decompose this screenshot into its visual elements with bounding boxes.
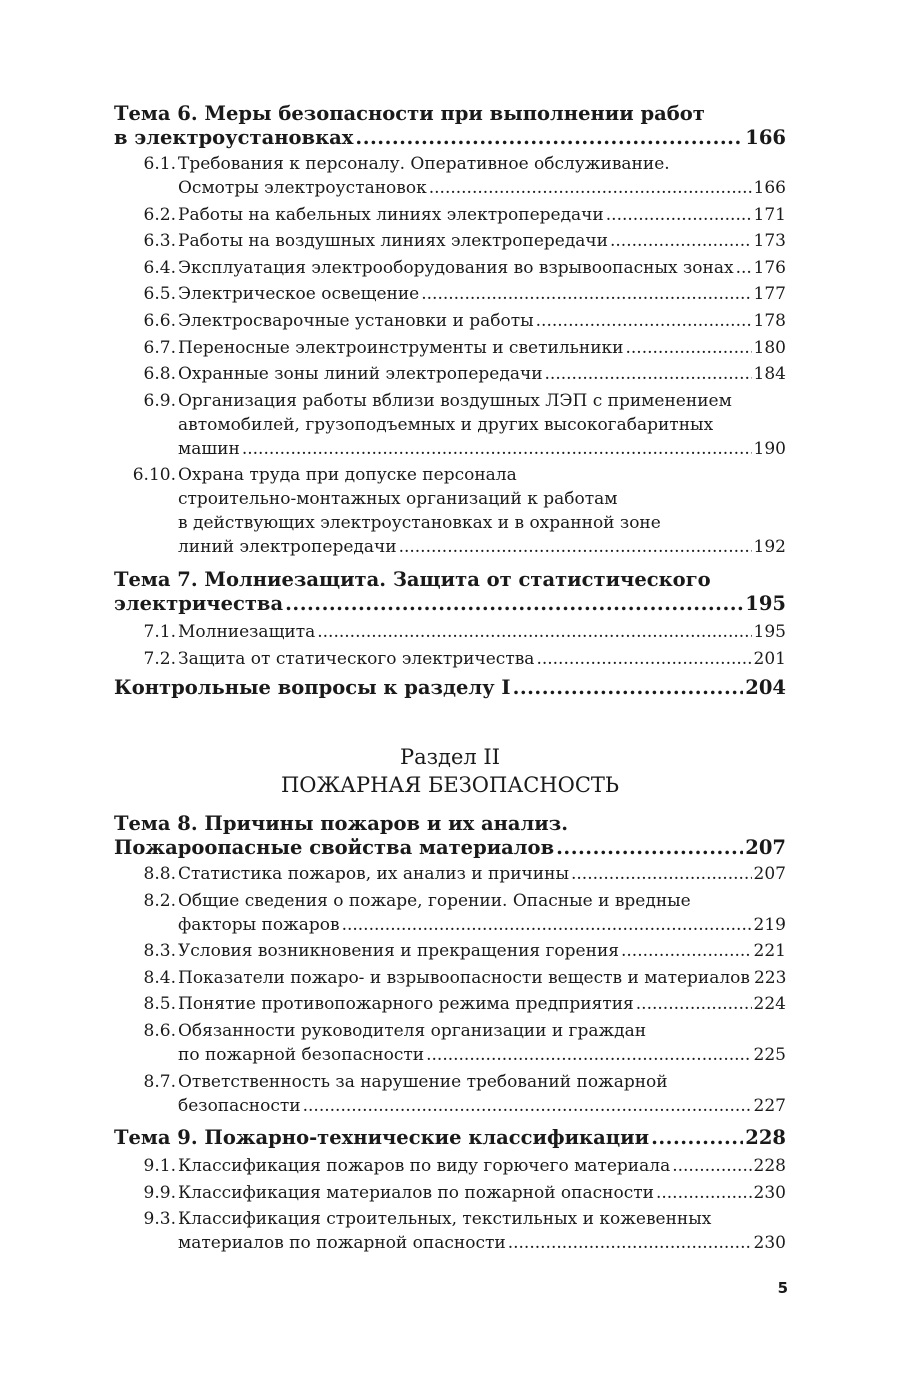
entry-body [178, 1207, 786, 1255]
entry-last-line [178, 1231, 786, 1255]
entry-text-line: Организация работы вблизи воздушных ЛЭП с применением [178, 390, 732, 411]
section-title: Раздел II [399, 745, 501, 769]
entry-last-line [178, 362, 786, 386]
entry-page-number: 190 [753, 438, 786, 459]
entry-text-line: Охрана труда при допуске персонала [178, 465, 517, 486]
entry-number: 6.10. [132, 465, 176, 486]
entry-last-line [178, 620, 786, 644]
entry-text-line: Требования к персоналу. Оперативное обслуживание. [178, 154, 670, 174]
dot-leader [342, 913, 752, 937]
dot-leader [626, 336, 752, 360]
toc-entry [114, 966, 786, 990]
entry-number: 8.2. [143, 890, 176, 911]
entry-last-line [178, 176, 786, 200]
toc-entry [114, 229, 786, 253]
entry-text: Классификация пожаров по виду горючего материала [178, 1156, 671, 1176]
entry-page-number: 227 [753, 1095, 786, 1116]
entry-body [178, 309, 786, 333]
toc-entry [114, 647, 786, 671]
toc-entry [114, 152, 786, 200]
entry-body [178, 389, 786, 461]
dot-leader [651, 1126, 743, 1150]
entry-body [178, 1181, 786, 1205]
entry-text: материалов по пожарной опасности [178, 1233, 506, 1254]
topic-page-number: 166 [745, 126, 786, 149]
toc-entry [114, 362, 786, 386]
entry-number: 6.4. [143, 257, 176, 278]
entry-last-line [178, 309, 786, 333]
entry-number: 7.1. [143, 622, 176, 642]
entry-number: 6.8. [143, 364, 176, 385]
topic-page-number: 195 [745, 592, 786, 615]
dot-leader [736, 256, 752, 280]
entry-page-number: 207 [753, 864, 786, 884]
entry-page-number: 184 [753, 364, 786, 385]
entry-body [178, 152, 786, 200]
entry-body [178, 1070, 786, 1118]
dot-leader [317, 620, 751, 644]
topic-title-line [114, 1126, 786, 1150]
entry-body [178, 992, 786, 1016]
entry-number: 8.8. [143, 864, 176, 884]
entry-text: Электросварочные установки и работы [178, 311, 534, 331]
entry-page-number: 201 [753, 648, 786, 669]
entry-page-number: 171 [753, 204, 786, 225]
toc-entry [114, 1019, 786, 1067]
entry-page-number: 195 [753, 622, 786, 642]
entry-page-number: 223 [753, 967, 787, 988]
entry-last-line [178, 1154, 786, 1178]
dot-leader [556, 836, 743, 860]
topic-title-line: Тема 6. Меры безопасности при выполнении работ [114, 102, 705, 125]
entry-body [178, 282, 786, 306]
toc-entry [114, 1070, 786, 1118]
entry-page-number: 221 [753, 941, 786, 962]
entry-body [178, 362, 786, 386]
entry-text: Молниезащита [178, 622, 316, 642]
dot-leader [621, 939, 752, 963]
dot-leader [426, 1043, 751, 1067]
toc-entry [114, 256, 786, 280]
entry-text: Статистика пожаров, их анализ и причины [178, 864, 569, 884]
entry-page-number: 173 [753, 231, 786, 252]
entry-text-line: Классификация строительных, текстильных и кожевенных [178, 1209, 712, 1230]
entry-body [178, 889, 786, 937]
entry-text: Электрическое освещение [178, 284, 420, 305]
entry-text-line: Общие сведения о пожаре, горении. Опасные и вредные [178, 890, 691, 911]
entry-page-number: 228 [753, 1156, 786, 1176]
topic-title-line [114, 836, 786, 860]
entry-last-line [178, 437, 786, 461]
entry-last-line [178, 862, 786, 886]
entry-body [178, 939, 786, 963]
toc-entry [114, 309, 786, 333]
toc-entry [114, 1207, 786, 1255]
entry-text: Охранные зоны линий электропередачи [178, 364, 543, 385]
entry-text: Работы на кабельных линиях электропередачи [178, 204, 604, 225]
entry-page-number: 176 [753, 257, 786, 278]
topic-page-number: 207 [745, 836, 786, 859]
entry-text: безопасности [178, 1095, 301, 1116]
topic-title-text: Пожароопасные свойства материалов [114, 836, 555, 859]
entry-text: по пожарной безопасности [178, 1045, 425, 1065]
topic-title-line [114, 126, 786, 150]
dot-leader [285, 592, 743, 616]
entry-text-line: строительно-монтажных организаций к работам [178, 489, 618, 510]
topic-title-text: в электроустановках [114, 126, 354, 149]
entry-body [178, 966, 786, 990]
dot-leader [429, 176, 752, 200]
section-subtitle: ПОЖАРНАЯ БЕЗОПАСНОСТЬ [280, 773, 620, 797]
topic-heading [114, 1126, 786, 1150]
entry-last-line [178, 966, 786, 990]
entry-page-number: 230 [753, 1233, 786, 1254]
entry-page-number: 225 [753, 1045, 786, 1065]
topic-heading [114, 102, 786, 150]
entry-last-line [178, 1043, 786, 1067]
entry-last-line [178, 647, 786, 671]
entry-text: Осмотры электроустановок [178, 178, 427, 198]
toc-entry [114, 282, 786, 306]
toc-entry [114, 992, 786, 1016]
entry-text-line: автомобилей, грузоподъемных и других высокогабаритных [178, 414, 714, 435]
entry-body [178, 229, 786, 253]
page-number: 5 [777, 1279, 788, 1297]
entry-number: 6.9. [143, 390, 176, 411]
topic-heading [114, 812, 786, 860]
entry-last-line [178, 939, 786, 963]
entry-number: 6.5. [143, 284, 176, 305]
entry-page-number: 192 [753, 537, 786, 558]
entry-last-line [178, 336, 786, 360]
dot-leader [545, 362, 752, 386]
toc-entry [114, 620, 786, 644]
entry-text: Переносные электроинструменты и светильники [178, 337, 624, 358]
entry-page-number: 177 [753, 284, 786, 305]
toc-entry [114, 336, 786, 360]
entry-body [178, 256, 786, 280]
entry-page-number: 180 [753, 337, 786, 358]
entry-text: Показатели пожаро- и взрывоопасности веществ и материалов [178, 967, 750, 988]
toc-entry [114, 862, 786, 886]
entry-page-number: 166 [753, 178, 786, 198]
entry-body [178, 1019, 786, 1067]
entry-last-line [178, 256, 786, 280]
entry-number: 7.2. [143, 648, 176, 669]
entry-text-line: в действующих электроустановках и в охранной зоне [178, 513, 661, 534]
toc-entry [114, 203, 786, 227]
dot-leader [672, 1154, 751, 1178]
entry-text: Работы на воздушных линиях электропередачи [178, 231, 608, 252]
entry-body [178, 463, 786, 559]
topic-heading [114, 568, 786, 616]
entry-last-line [178, 535, 786, 559]
entry-body [178, 1154, 786, 1178]
topic-title-line: Тема 8. Причины пожаров и их анализ. [114, 812, 568, 835]
dot-leader [242, 437, 752, 461]
topic-title-line [114, 592, 786, 616]
entry-text-line: Обязанности руководителя организации и граждан [178, 1021, 647, 1041]
entry-text: факторы пожаров [178, 914, 340, 935]
dot-leader [508, 1231, 752, 1255]
toc-entry [114, 889, 786, 937]
toc-entry [114, 1181, 786, 1205]
dot-leader [303, 1094, 752, 1118]
dot-leader [636, 992, 752, 1016]
entry-number: 9.3. [143, 1209, 176, 1230]
entry-last-line [178, 282, 786, 306]
entry-body [178, 862, 786, 886]
entry-text: Защита от статического электричества [178, 648, 535, 669]
topic-page-number: 228 [745, 1126, 786, 1149]
topic-title-line: Тема 7. Молниезащита. Защита от статистического [114, 568, 711, 591]
entry-number: 8.6. [143, 1021, 176, 1041]
control-questions-page: 204 [745, 676, 786, 699]
entry-last-line [178, 1181, 786, 1205]
control-questions-label: Контрольные вопросы к разделу I [114, 676, 511, 699]
dot-leader [656, 1181, 752, 1205]
entry-last-line [178, 992, 786, 1016]
entry-last-line [178, 1094, 786, 1118]
entry-number: 9.9. [143, 1182, 176, 1203]
entry-text: Понятие противопожарного режима предприятия [178, 994, 634, 1015]
dot-leader [610, 229, 752, 253]
entry-text: Условия возникновения и прекращения горения [178, 941, 619, 962]
entry-last-line [178, 229, 786, 253]
entry-body [178, 620, 786, 644]
entry-number: 9.1. [143, 1156, 176, 1176]
entry-number: 8.5. [143, 994, 176, 1015]
dot-leader [536, 309, 752, 333]
entry-text-line: Ответственность за нарушение требований пожарной [178, 1071, 668, 1092]
entry-text: машин [178, 438, 240, 459]
entry-number: 6.3. [143, 231, 176, 252]
dot-leader [571, 862, 752, 886]
entry-number: 8.7. [143, 1071, 176, 1092]
topic-title-text: электричества [114, 592, 284, 615]
control-questions [114, 676, 786, 700]
entry-number: 6.2. [143, 204, 176, 225]
dot-leader [421, 282, 751, 306]
entry-body [178, 203, 786, 227]
toc-entry [114, 389, 786, 461]
entry-number: 8.4. [143, 967, 176, 988]
entry-page-number: 224 [753, 994, 786, 1015]
entry-text: Классификация материалов по пожарной опасности [178, 1182, 654, 1203]
entry-page-number: 219 [753, 914, 786, 935]
entry-text: линий электропередачи [178, 537, 397, 558]
entry-number: 6.7. [143, 337, 176, 358]
topic-title-text: Тема 9. Пожарно-технические классификации [114, 1126, 650, 1149]
entry-page-number: 178 [753, 311, 786, 331]
entry-last-line [178, 203, 786, 227]
control-questions-line [114, 676, 786, 700]
toc-entry [114, 939, 786, 963]
entry-body [178, 647, 786, 671]
entry-text: Эксплуатация электрооборудования во взрывоопасных зонах [178, 257, 734, 278]
entry-number: 6.6. [143, 311, 176, 331]
entry-last-line [178, 913, 786, 937]
dot-leader [606, 203, 752, 227]
toc-entry [114, 463, 786, 559]
dot-leader [355, 126, 743, 150]
entry-page-number: 230 [753, 1182, 786, 1203]
entry-body [178, 336, 786, 360]
dot-leader [399, 535, 752, 559]
dot-leader [536, 647, 751, 671]
entry-number: 8.3. [143, 941, 176, 962]
toc-entry [114, 1154, 786, 1178]
dot-leader [513, 676, 744, 700]
entry-number: 6.1. [143, 154, 176, 174]
